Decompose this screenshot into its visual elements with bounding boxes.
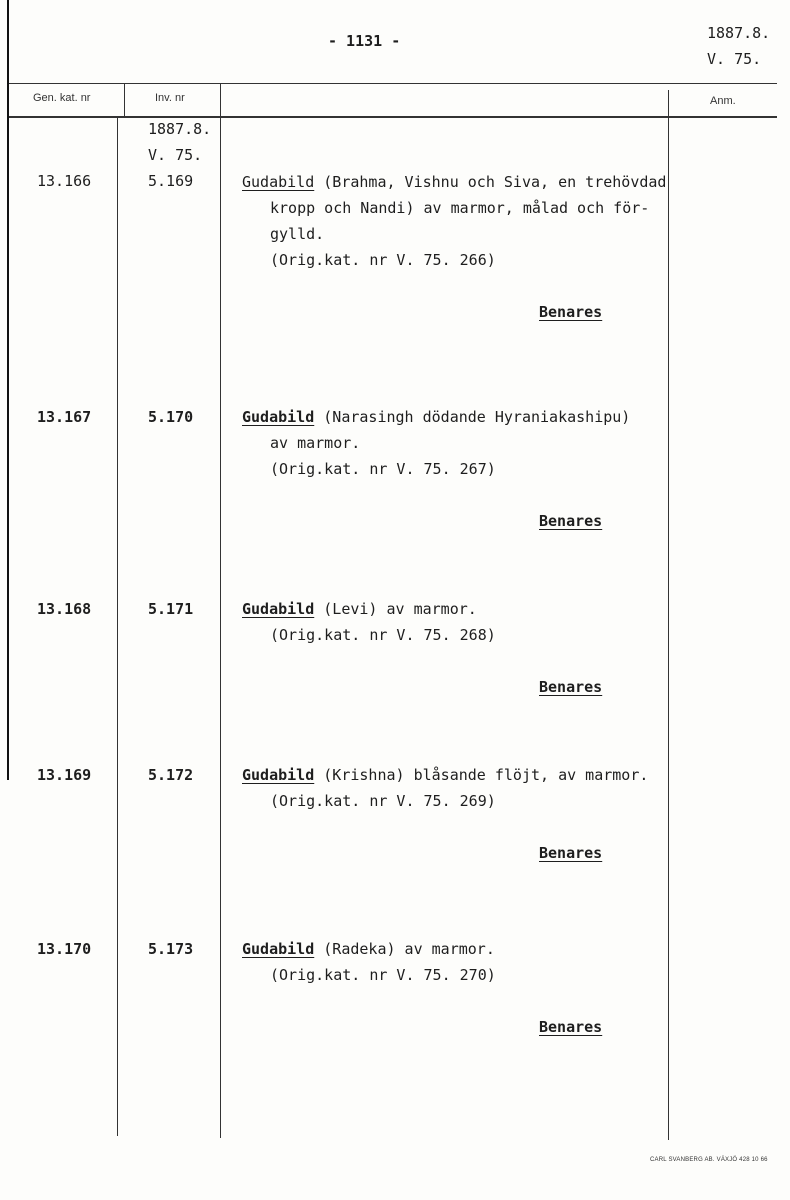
orig-kat-reference: (Orig.kat. nr V. 75. 268): [270, 626, 496, 644]
gen-kat-nr: 13.169: [37, 766, 92, 784]
gen-kat-nr: 13.166: [37, 172, 92, 190]
inv-header-volume: V. 75.: [148, 146, 203, 164]
entry-title: Gudabild: [242, 173, 315, 191]
orig-kat-reference: (Orig.kat. nr V. 75. 270): [270, 966, 496, 984]
description-line: [242, 766, 648, 784]
orig-kat-reference: (Orig.kat. nr V. 75. 269): [270, 792, 496, 810]
description-line-3: gylld.: [270, 225, 325, 243]
description-line: [242, 408, 630, 426]
inv-nr: 5.173: [148, 940, 194, 958]
column-separator-3: [668, 90, 669, 1140]
orig-kat-reference: (Orig.kat. nr V. 75. 266): [270, 251, 496, 269]
description-line: [242, 173, 666, 191]
entry-title: Gudabild: [242, 940, 315, 958]
header-bottom-rule: [9, 116, 777, 118]
inv-nr: 5.169: [148, 172, 194, 190]
column-header-gen-kat-nr: Gen. kat. nr: [33, 92, 91, 104]
inv-nr: 5.171: [148, 600, 194, 618]
description-line-2: kropp och Nandi) av marmor, målad och för-: [270, 199, 650, 217]
entry-title: Gudabild: [242, 600, 315, 618]
entry-title: Gudabild: [242, 408, 315, 426]
entry-title-rest: (Levi) av marmor.: [314, 600, 477, 618]
gen-kat-nr: 13.168: [37, 600, 92, 618]
place-name: Benares: [539, 678, 603, 696]
column-header-inv-nr: Inv. nr: [155, 92, 185, 104]
place-name: Benares: [539, 512, 603, 530]
entry-title: Gudabild: [242, 766, 315, 784]
column-separator-1-body: [117, 116, 118, 1136]
printer-imprint: CARL SVANBERG AB. VÄXJÖ 428 10 66: [650, 1157, 768, 1163]
column-header-anm: Anm.: [710, 95, 736, 107]
place-name: Benares: [539, 303, 603, 321]
page-number: - 1131 -: [328, 32, 401, 50]
inv-header-year: 1887.8.: [148, 120, 212, 138]
entry-title-rest: (Krishna) blåsande flöjt, av marmor.: [314, 766, 649, 784]
entry-title-rest: (Narasingh dödande Hyraniakashipu): [314, 408, 631, 426]
description-line: [242, 940, 495, 958]
top-right-volume: V. 75.: [707, 50, 762, 68]
entry-title-rest: (Brahma, Vishnu och Siva, en trehövdad: [314, 173, 667, 191]
place-name: Benares: [539, 1018, 603, 1036]
top-right-year: 1887.8.: [707, 24, 771, 42]
description-line-2: av marmor.: [270, 434, 361, 452]
inv-nr: 5.172: [148, 766, 194, 784]
gen-kat-nr: 13.170: [37, 940, 92, 958]
place-name: Benares: [539, 844, 603, 862]
gen-kat-nr: 13.167: [37, 408, 92, 426]
orig-kat-reference: (Orig.kat. nr V. 75. 267): [270, 460, 496, 478]
inv-nr: 5.170: [148, 408, 194, 426]
description-line: [242, 600, 477, 618]
column-separator-1: [124, 83, 125, 116]
column-separator-2: [220, 83, 221, 1138]
entry-title-rest: (Radeka) av marmor.: [314, 940, 495, 958]
